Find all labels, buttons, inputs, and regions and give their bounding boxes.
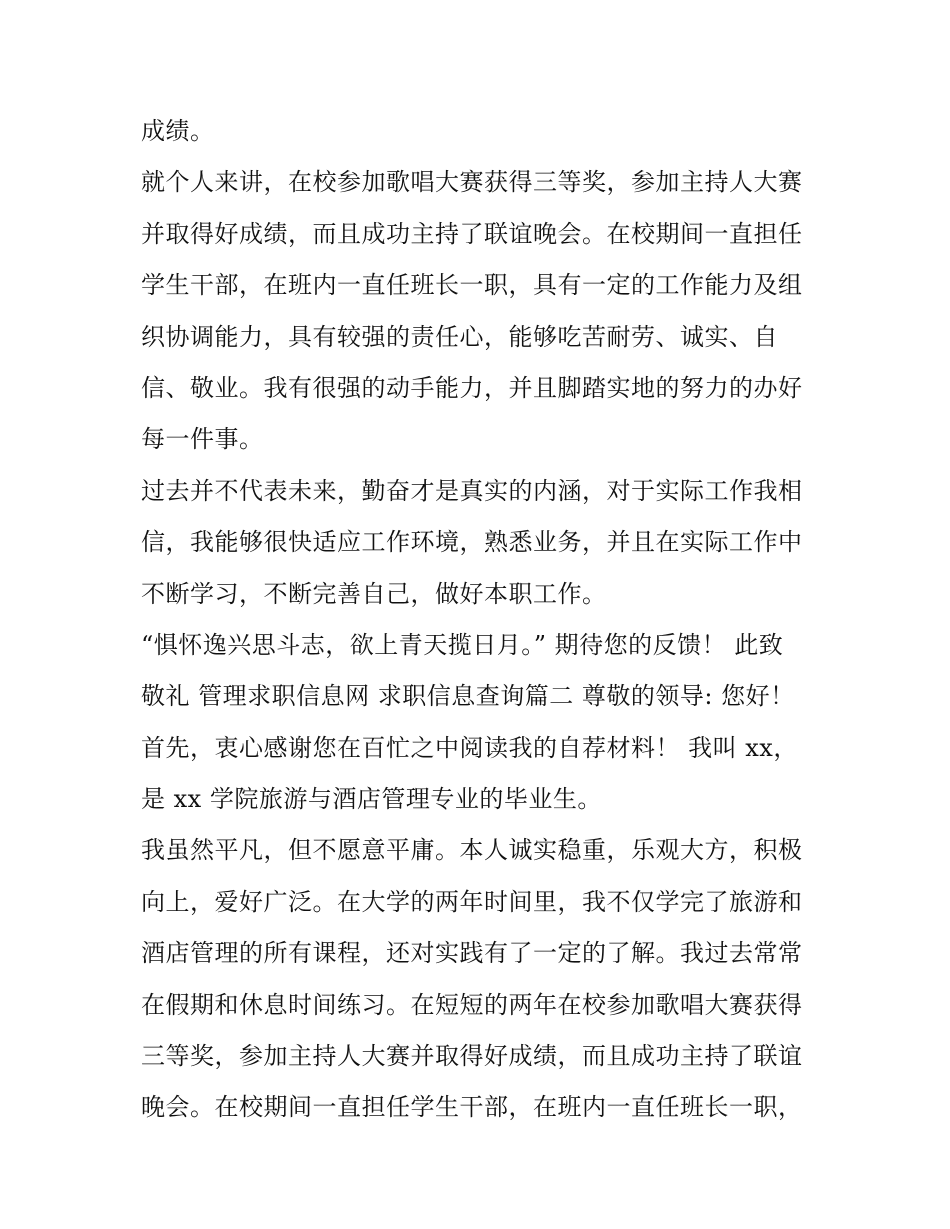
- text-line-9: 信，我能够很快适应工作环境，熟悉业务，并且在实际工作中: [141, 528, 803, 557]
- text-line-12: 敬礼 管理求职信息网 求职信息查询篇二 尊敬的领导: 您好！: [141, 682, 795, 711]
- text-line-17: 酒店管理的所有课程，还对实践有了一定的了解。我过去常常: [141, 939, 803, 968]
- text-line-7: 每一件事。: [141, 425, 264, 454]
- text-line-8: 过去并不代表未来，勤奋才是真实的内涵，对于实际工作我相: [141, 476, 803, 505]
- text-line-15: 我虽然平凡，但不愿意平庸。本人诚实稳重，乐观大方，积极: [141, 836, 803, 865]
- text-line-11: “惧怀逸兴思斗志，欲上青天揽日月。” 期待您的反馈！ 此致: [141, 630, 784, 659]
- text-line-20: 晚会。在校期间一直担任学生干部，在班内一直任班长一职，: [141, 1093, 803, 1122]
- text-line-6: 信、敬业。我有很强的动手能力，并且脚踏实地的努力的办好: [141, 373, 803, 402]
- document-body: [141, 106, 821, 1134]
- text-line-2: 就个人来讲，在校参加歌唱大赛获得三等奖，参加主持人大赛: [141, 168, 803, 197]
- text-line-18: 在假期和休息时间练习。在短短的两年在校参加歌唱大赛获得: [141, 990, 803, 1019]
- text-line-4: 学生干部，在班内一直任班长一职，具有一定的工作能力及组: [141, 271, 803, 300]
- text-line-1: 成绩。: [141, 117, 215, 145]
- text-line-19: 三等奖，参加主持人大赛并取得好成绩，而且成功主持了联谊: [141, 1042, 803, 1071]
- text-line-5: 织协调能力，具有较强的责任心，能够吃苦耐劳、诚实、自: [141, 322, 778, 351]
- text-line-10: 不断学习，不断完善自己，做好本职工作。: [141, 579, 607, 608]
- text-line-16: 向上，爱好广泛。在大学的两年时间里，我不仅学完了旅游和: [141, 887, 803, 916]
- text-line-3: 并取得好成绩，而且成功主持了联谊晚会。在校期间一直担任: [141, 219, 803, 248]
- text-line-13: 首先，衷心感谢您在百忙之中阅读我的自荐材料！ 我叫 xx，: [141, 733, 798, 762]
- text-line-14: 是 xx 学院旅游与酒店管理专业的毕业生。: [141, 785, 602, 814]
